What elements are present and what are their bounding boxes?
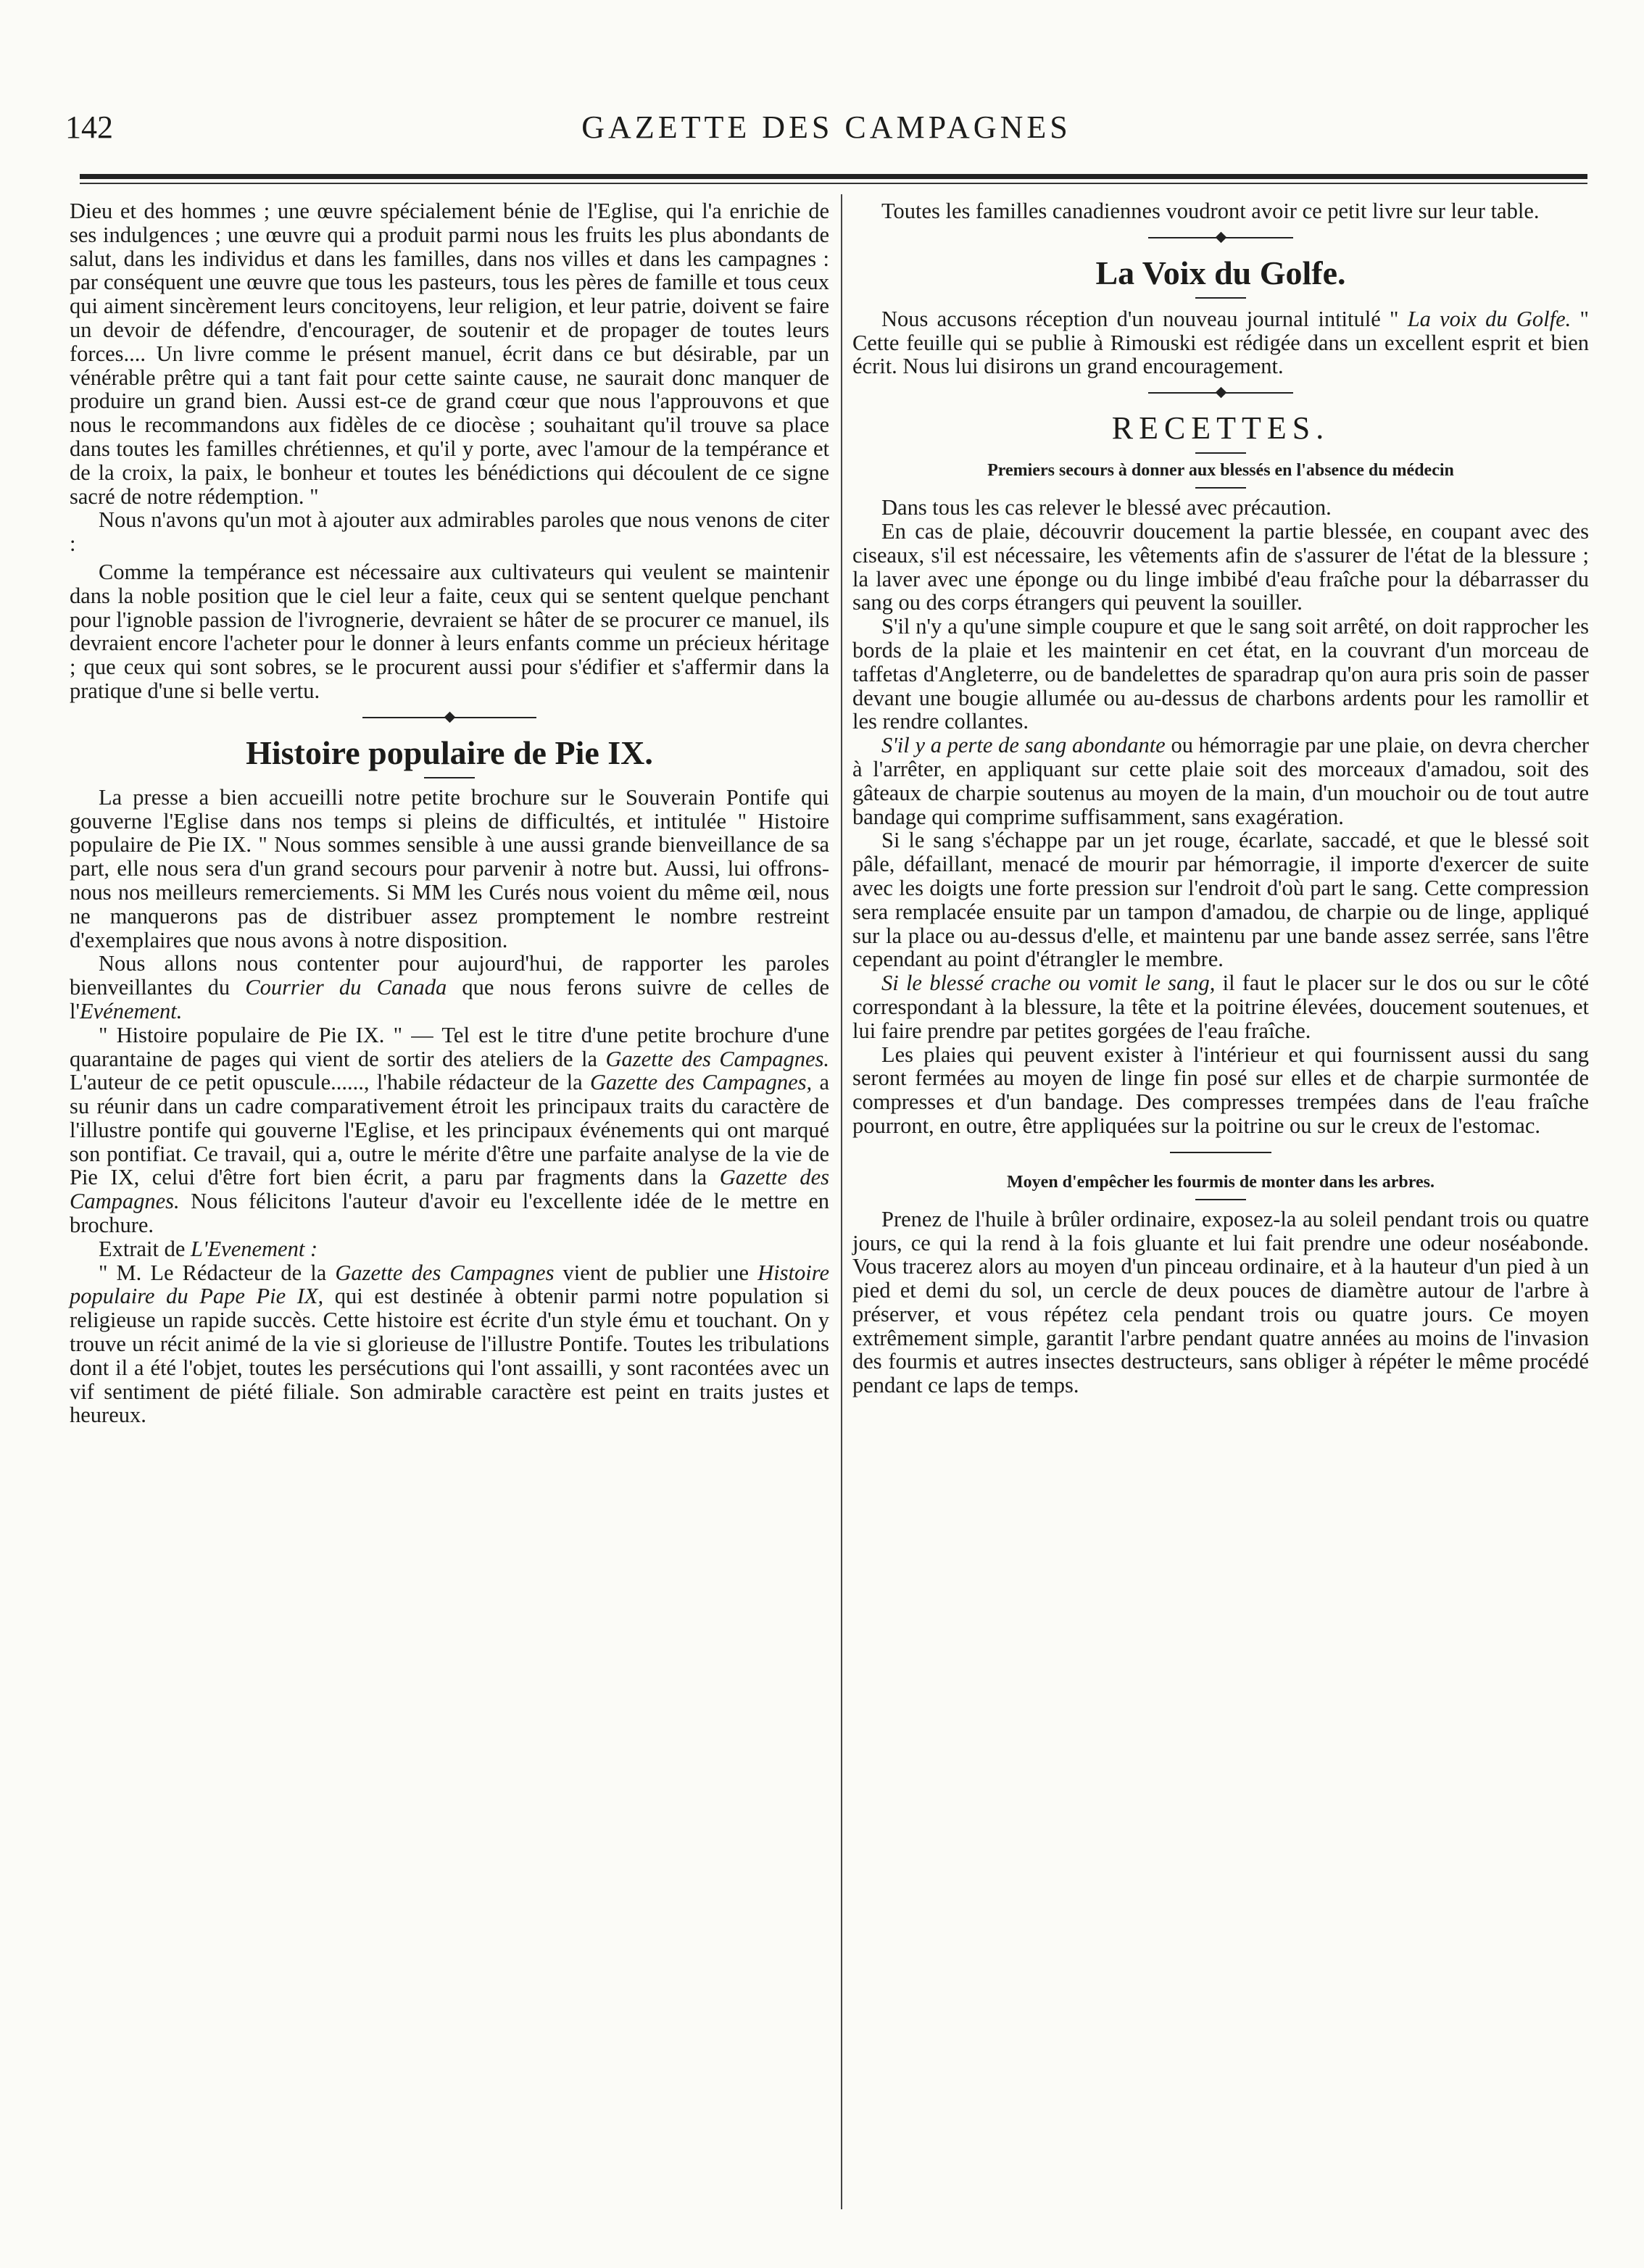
heading-rule — [424, 777, 475, 778]
italic-span: Gazette des Campagnes — [335, 1260, 555, 1285]
italic-span: Courrier du Canada — [245, 975, 447, 1000]
paragraph: S'il n'y a qu'une simple coupure et que le sang soit arrêté, on doit rapprocher les bords de la plaie et les maintenir en cet état, en la couvrant d'un morceau de taffetas d'Angleterre, ou de bandelettes de sparadrap qu'on aura pris soin de passer devant une bougie allumée ou au-dessus de charbons ardents pour les ramollir et les rendre collantes. — [852, 614, 1589, 734]
left-column — [70, 199, 829, 1427]
text-span: Nous allons nous contenter pour aujourd'hui, de rapporter les paroles bienveillantes du — [70, 951, 829, 1000]
column-divider — [841, 194, 842, 2209]
italic-span: Evénement. — [79, 998, 183, 1023]
text-span: " Histoire populaire de Pie IX. " — Tel est le titre d'une petite brochure d'une quarantaine de pages qui vient de sortir des ateliers de la — [70, 1022, 829, 1071]
section-separator — [852, 223, 1589, 251]
text-span: a su réunir dans un cadre comparativement étroit les principaux traits du caractère de l'illustre pontife qui gouverne l'Eglise, et les principaux événements qui ont marqué son pontifiat. Ce travail, qui a, outre le mérite d'être une parfaite analyse de la vie de Pie IX, celui d'être fort bien écrit, a paru par fragments dans la — [70, 1070, 829, 1190]
section-separator — [852, 1138, 1589, 1166]
italic-span: L'Evenement : — [191, 1236, 318, 1261]
text-span: Extrait de — [99, 1236, 191, 1261]
italic-span: Gazette des Campagnes, — [589, 1070, 813, 1095]
text-span: Nous félicitons l'auteur d'avoir eu l'excellente idée de le mettre en brochure. — [70, 1189, 829, 1238]
paragraph — [70, 1261, 829, 1428]
text-span: " M. Le Rédacteur de la — [99, 1260, 336, 1285]
paragraph — [852, 971, 1589, 1042]
section-separator — [852, 378, 1589, 406]
paragraph — [70, 952, 829, 1023]
paragraph: Dieu et des hommes ; une œuvre spécialement bénie de l'Eglise, qui l'a enrichie de ses indulgences ; une œuvre qui a produit parmi nous les fruits les plus abondants de salut, dans les individus et dans les familles, dans nos villes et dans les campagnes : par conséquent une œuvre que tous les pasteurs, tous les pères de famille et tous ceux qui aiment sincèrement leurs concitoyens, leur religion, et leur patrie, doivent se faire un devoir de défendre, d'encourager, de soutenir et de propager de toutes leurs forces.... Un livre comme le présent manuel, écrit dans ce but désirable, par un vénérable prêtre qui a tant fait pour cette sainte cause, ne saurait donc manquer de produire un grand bien. Aussi est-ce de grand cœur que nous l'approuvons et que nous le recommandons aux fidèles de ce diocèse ; souhaitant qu'il trouve sa place dans toutes les familles chrétiennes, et qu'il y porte, avec l'amour de la tempérance et de la croix, la paix, le bonheur et toutes les bénédictions qui découlent de ce signe sacré de notre rédemption. " — [70, 199, 829, 509]
header-rule — [80, 174, 1587, 179]
italic-span: S'il y a perte de sang abondante — [881, 733, 1166, 758]
paragraph — [852, 307, 1589, 378]
page-header — [65, 109, 1587, 152]
paragraph: Comme la tempérance est nécessaire aux cultivateurs qui veulent se maintenir dans la noble position que le ciel leur a faite, ceux qui se sentent quelque penchant pour l'ignoble passion de l'ivrognerie, devraient se hâter de se procurer ce manuel, ils devraient encore l'acheter pour le donner à leurs enfants comme un précieux héritage ; que ceux qui sont sobres, se le procurent aussi pour s'édifier et s'affermir dans la pratique d'une si belle vertu. — [70, 559, 829, 703]
text-span: Nous accusons réception d'un nouveau journal intitulé " — [881, 306, 1408, 331]
paragraph: Dans tous les cas relever le blessé avec précaution. — [881, 495, 1332, 520]
section-heading: La Voix du Golfe. — [1095, 254, 1346, 291]
italic-span: La voix du Golfe. — [1407, 306, 1572, 331]
paragraph: Nous n'avons qu'un mot à ajouter aux admirables paroles que nous venons de citer : — [70, 507, 829, 557]
right-column — [852, 199, 1589, 1397]
paragraph: Si le sang s'échappe par un jet rouge, écarlate, saccadé, et que le blessé soit pâle, défaillant, menacé de mourir par hémorragie, il importe d'exercer de suite avec les doigts une forte pression sur l'endroit d'où part le sang. Cette compression sera remplacée ensuite par un tampon d'amadou, de charpie ou de linge, appliqué sur la place ou au-dessus d'elle, et maintenu par une bande assez serrée, sans l'être cependant au point d'étrangler le membre. — [852, 828, 1589, 972]
subheading-rule — [1195, 487, 1246, 489]
paragraph: La presse a bien accueilli notre petite brochure sur le Souverain Pontife qui gouverne l'Eglise dans nos temps si pleins de difficultés, et intitulée " Histoire populaire de Pie IX. " Nous sommes sensible à une aussi grande bienveillance de sa part, elle nous sera d'un grand secours pour parvenir à notre but. Aussi, lui offrons-nous nos meilleurs remerciements. Si MM les Curés nous voient du même œil, nous ne manquerons pas de distribuer assez promptement le nombre restreint d'exemplaires que nous avons à notre disposition. — [70, 784, 829, 952]
text-span: L'auteur de ce petit opuscule......, l'habile rédacteur de la — [70, 1070, 590, 1095]
paragraph — [852, 734, 1589, 828]
page-number: 142 — [65, 109, 113, 145]
text-span: qui est destinée à obtenir parmi notre population si religieuse un rapide succès. Cette histoire est écrite d'un style ému et touchant. On y trouve un récit animé de la vie si glorieuse de l'illustre Pontife. Toutes les tribulations dont il a été l'objet, toutes les persécutions qui l'ont assailli, y sont racontées avec un vif sentiment de piété filiale. Son admirable caractère est peint en traits justes et heureux. — [70, 1284, 829, 1428]
section-separator — [70, 703, 829, 731]
header-rule-thin — [80, 183, 1587, 184]
italic-span: Histoire populaire du Pape Pie IX, — [70, 1260, 829, 1309]
subheading: Premiers secours à donner aux blessés en l'absence du médecin — [987, 461, 1454, 481]
masthead: GAZETTE DES CAMPAGNES — [581, 109, 1071, 145]
paragraph: Toutes les familles canadiennes voudront avoir ce petit livre sur leur table. — [881, 199, 1540, 223]
text-span: " Cette feuille qui se publie à Rimouski est rédigée dans un excellent esprit et bien écrit. Nous lui disirons un grand encouragement. — [852, 306, 1589, 379]
italic-span: Si le blessé crache ou vomit le sang, — [881, 971, 1216, 996]
text-span: il faut le placer sur le dos ou sur le côté correspondant à la blessure, la tête et la poitrine élevées, doucement soutenues, et lui faire prendre par petites gorgées de l'eau fraîche. — [852, 971, 1589, 1043]
text-span: vient de publier une — [554, 1260, 758, 1285]
section-heading: Histoire populaire de Pie IX. — [246, 734, 653, 771]
heading-rule — [1195, 452, 1246, 454]
paragraph: Les plaies qui peuvent exister à l'intérieur et qui fournissent aussi du sang seront fermées au moyen de linge fin posé sur elles et de charpie surmontée de compresses et d'un bandage. Des compresses trempées dans de l'eau fraîche pourront, en outre, être appliquées sur la poitrine ou sur le creux de l'estomac. — [852, 1042, 1589, 1138]
paragraph — [70, 1237, 829, 1261]
subheading: Moyen d'empêcher les fourmis de monter dans les arbres. — [1007, 1172, 1435, 1192]
italic-span: Gazette des Campagnes. — [605, 1046, 829, 1071]
paragraph — [70, 1023, 829, 1237]
italic-span: Gazette des Campagnes. — [70, 1165, 829, 1214]
paragraph: En cas de plaie, découvrir doucement la partie blessée, en coupant avec des ciseaux, s'il est nécessaire, les vêtements afin de s'assurer de l'état de la blessure ; la laver avec une éponge ou du linge imbibé d'eau fraîche pour la débarrasser du sang ou des corps étrangers qui peuvent la souiller. — [852, 518, 1589, 615]
text-span: ou hémorragie par une plaie, on devra chercher à l'arrêter, en appliquant sur cette plaie soit des morceaux d'amadou, soit des gâteaux de charpie soutenus au moyen de la main, d'un mouchoir ou de tout autre bandage qui comprime suffisamment, sans exagération. — [852, 733, 1589, 829]
paragraph: Prenez de l'huile à brûler ordinaire, exposez-la au soleil pendant trois ou quatre jours, ce qui la rend à la fois gluante et lui fait prendre une odeur noséabonde. Vous tracerez alors au moyen d'un pinceau ordinaire, et à la hauteur d'un pied à un pied et demi du sol, un cercle de deux pouces de diamètre autour de l'arbre à préserver, et vous répétez cela pendant trois ou quatre jours. Ce moyen extrêmement simple, garantit l'arbre pendant quatre années au moins de l'invasion des fourmis et autres insectes destructeurs, sans obliger à répéter le même procédé pendant ce laps de temps. — [852, 1206, 1589, 1398]
section-heading: RECETTES. — [1111, 410, 1330, 446]
heading-rule — [1195, 297, 1246, 299]
subheading-rule — [1195, 1199, 1246, 1200]
text-span: que nous ferons suivre de celles de l' — [70, 975, 830, 1023]
